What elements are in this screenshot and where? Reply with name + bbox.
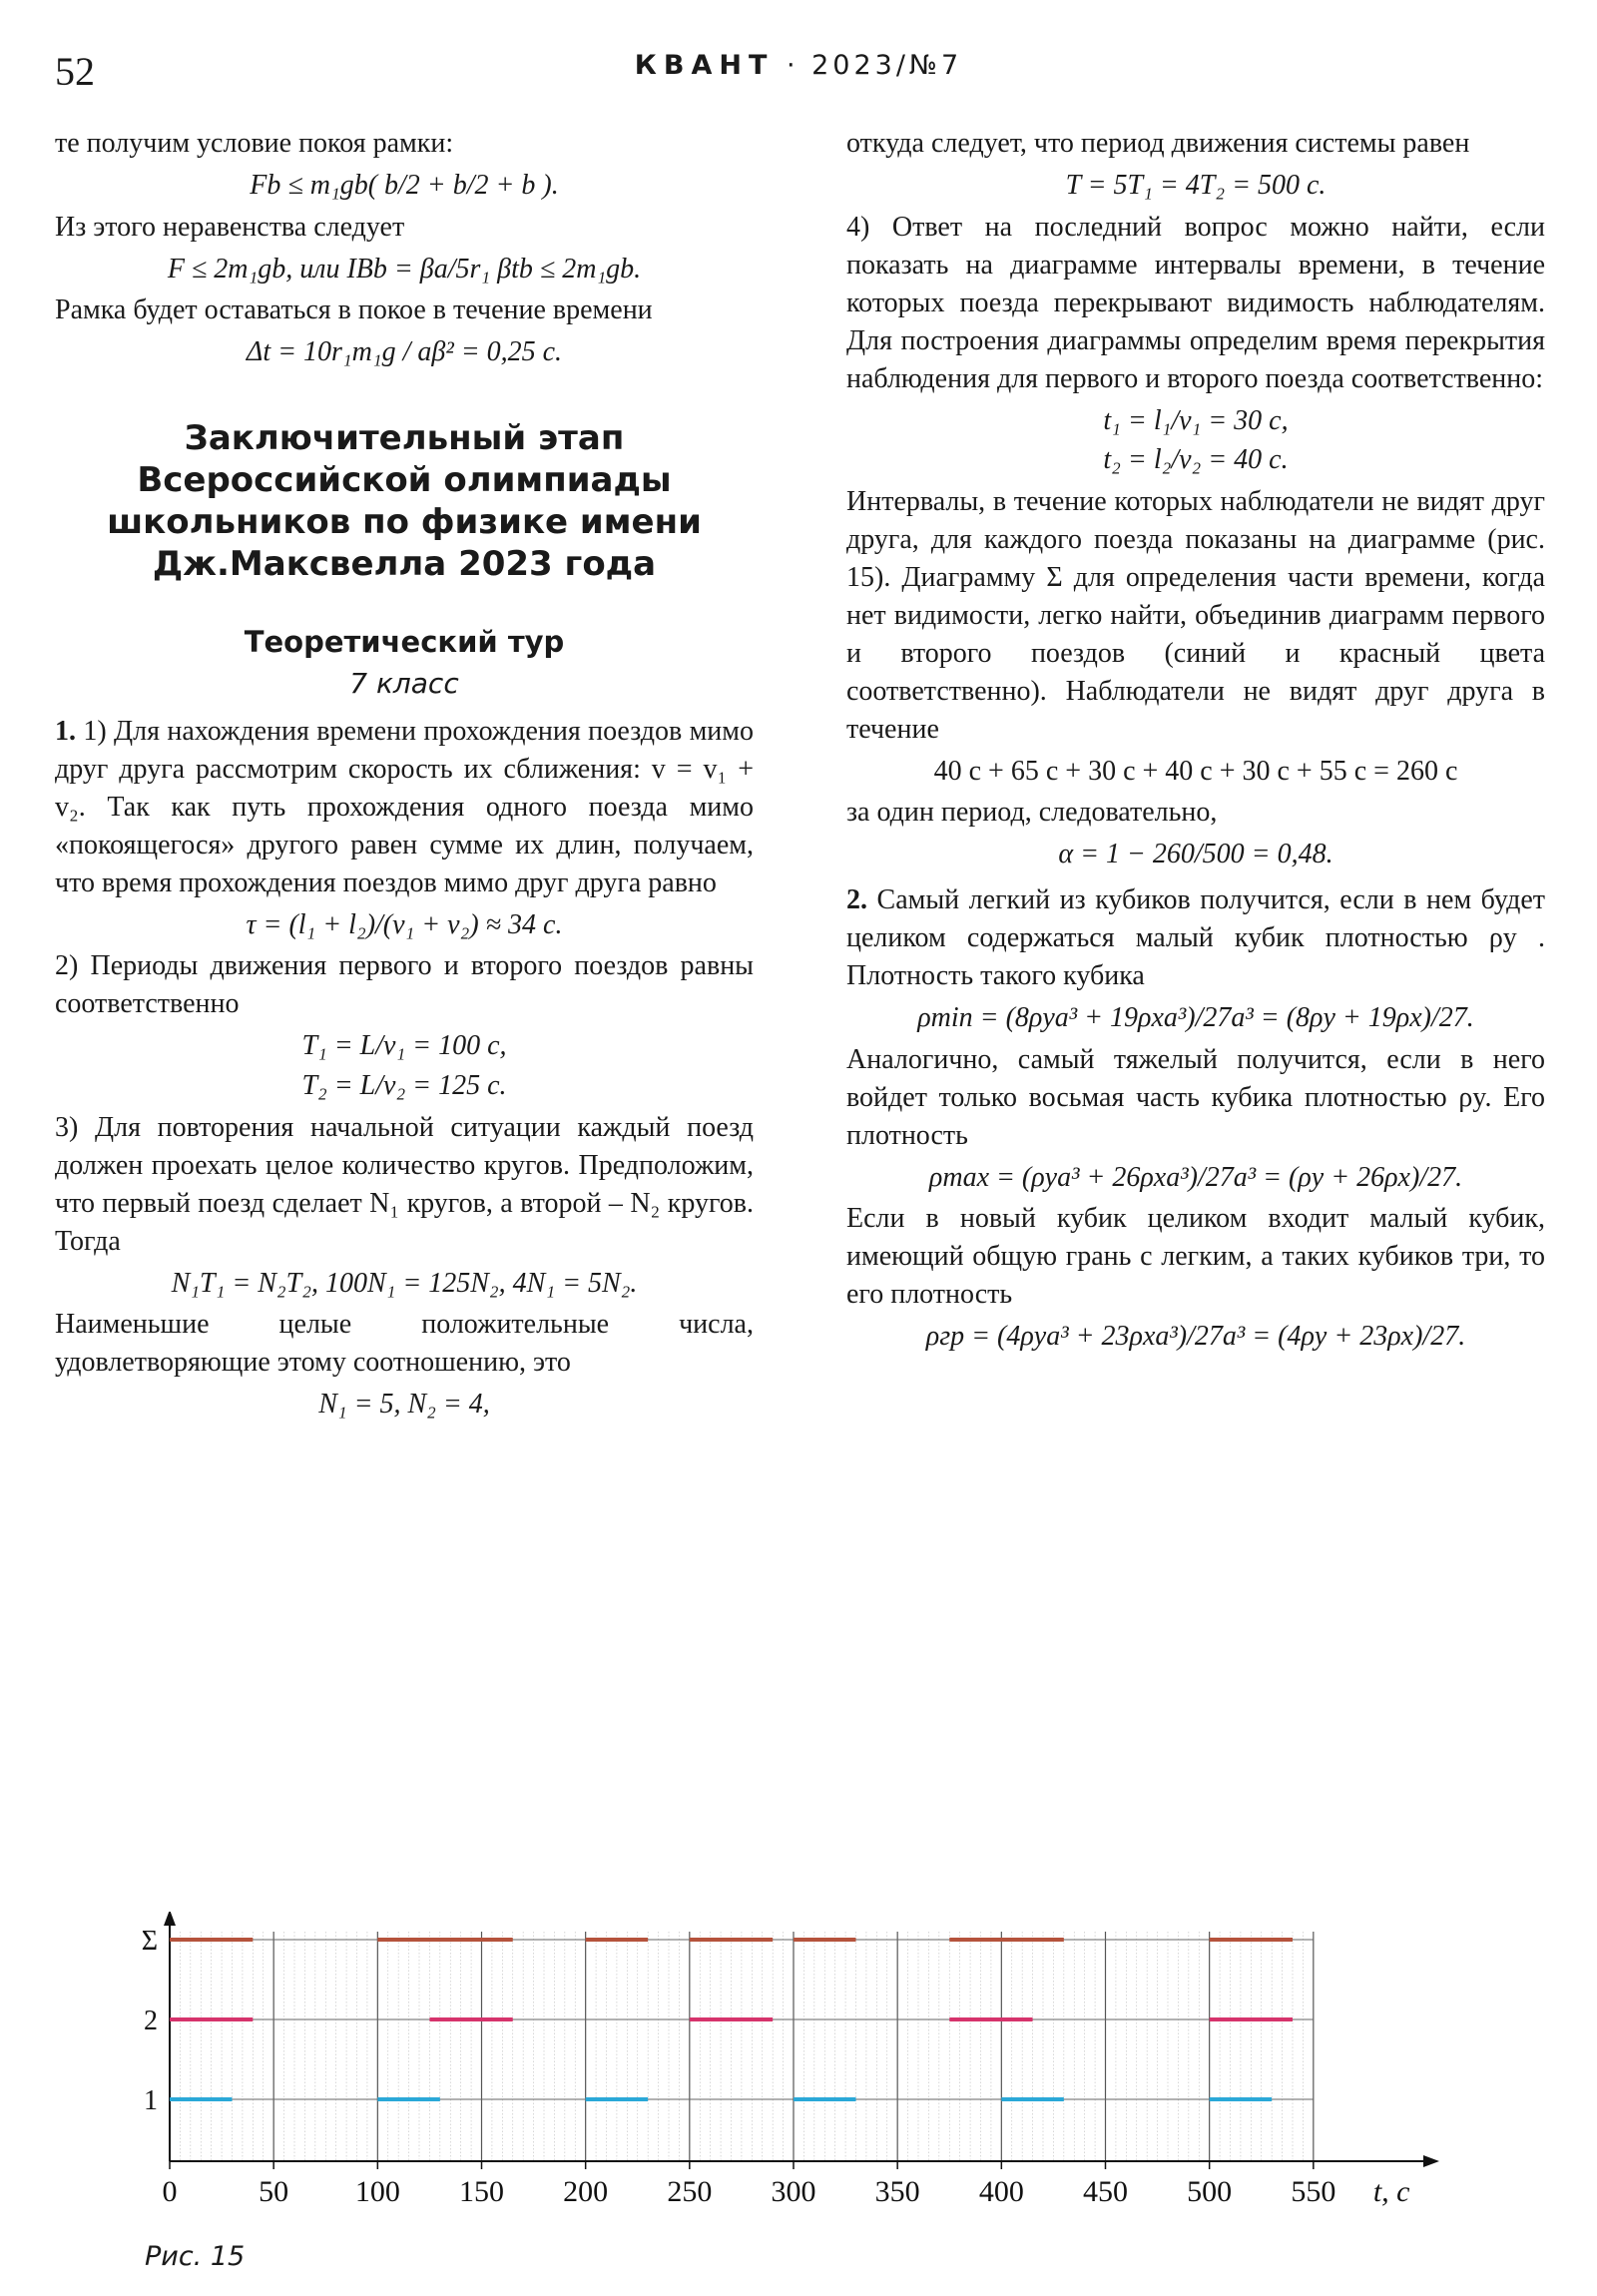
problem-number: 1. (55, 715, 76, 747)
paragraph: Из этого неравенства следует (55, 211, 405, 243)
left-column (55, 125, 754, 1428)
paragraph: откуда следует, что период движения системы равен (846, 128, 1470, 159)
running-head (0, 50, 1597, 81)
x-tick-label: 100 (354, 2175, 400, 2208)
row-label: 1 (144, 2085, 158, 2116)
issue-number: · 2023/№7 (786, 50, 963, 81)
formula-rho-gr: ρгр = (4ρya³ + 23ρxa³)/27a³ = (4ρy + 23ρx)/27. (925, 1321, 1466, 1353)
problem-number: 2. (846, 883, 867, 915)
paragraph: 3) Для повторения начальной ситуации каждый поезд должен проехать целое количество кругов. Предположим, что первый поезд сделает N₁ кругов, а второй – N₂ кругов. Тогда (55, 1111, 754, 1257)
x-tick-label: 50 (259, 2175, 289, 2208)
paragraph: 2) Периоды движения первого и второго поездов равны соответственно (55, 950, 754, 1020)
formula-laps: N₁T₁ = N₂T₂, 100N₁ = 125N₂, 4N₁ = 5N₂. (171, 1267, 638, 1299)
y-axis-arrow (164, 1912, 176, 1926)
x-tick-label: 500 (1187, 2175, 1233, 2208)
x-tick-label: 350 (874, 2175, 920, 2208)
formula-frame-rest: Fb ≤ m₁gb( b/2 + b/2 + b ). (250, 170, 559, 201)
x-axis-arrow (1423, 2155, 1439, 2167)
formula-rho-min: ρmin = (8ρya³ + 19ρxa³)/27a³ = (8ρy + 19ρx)/27. (917, 1001, 1474, 1033)
x-tick-label: 300 (771, 2175, 816, 2208)
round-title: Теоретический тур (244, 624, 565, 659)
x-tick-label: 200 (563, 2175, 609, 2208)
paragraph: Если в новый кубик целиком входит малый кубик, имеющий общую грань с легким, а таких кубиков три, то его плотность (846, 1203, 1545, 1311)
x-tick-label: 450 (1083, 2175, 1128, 2208)
formula-rho-max: ρmax = (ρya³ + 26ρxa³)/27a³ = (ρy + 26ρx)/27. (928, 1161, 1463, 1193)
formula-delta-t: Δt = 10r₁m₁g / aβ² = 0,25 с. (246, 336, 563, 368)
x-tick-label: 250 (667, 2175, 713, 2208)
figure-caption: Рис. 15 (145, 2241, 246, 2272)
right-column (846, 125, 1545, 1360)
formula-force-inequality: F ≤ 2m₁gb, или IBb = βa/5r₁ βtb ≤ 2m₁gb. (167, 253, 642, 285)
x-axis-label: t, с (1372, 2175, 1410, 2208)
formula-n-values: N₁ = 5, N₂ = 4, (318, 1389, 490, 1421)
row-label: Σ (141, 1926, 158, 1957)
paragraph: 2. Самый легкий из кубиков получится, если в нем будет целиком содержаться малый кубик плотностью ρy . Плотность такого кубика (846, 883, 1546, 991)
page-number: 52 (55, 49, 95, 94)
paragraph: Аналогично, самый тяжелый получится, если в него войдет только восьмая часть кубика плотностью ρy. Его плотность (846, 1043, 1545, 1151)
journal-name: КВАНТ (634, 50, 775, 81)
paragraph: те получим условие покоя рамки: (55, 128, 454, 159)
x-tick-label: 150 (459, 2175, 504, 2208)
timeline-diagram (130, 1912, 1447, 2256)
paragraph: за один период, следовательно, (846, 797, 1218, 829)
formula-t2-overlap: t₂ = l₂/v₂ = 40 с. (1103, 444, 1289, 476)
paragraph: Рамка будет оставаться в покое в течение времени (55, 294, 653, 326)
paragraph: Наименьшие целые положительные числа, удовлетворяющие этому соотношению, это (55, 1309, 754, 1379)
formula-tau: τ = (l₁ + l₂)/(v₁ + v₂) ≈ 34 с. (246, 908, 563, 940)
formula-sum: 40 с + 65 с + 30 с + 40 с + 30 с + 55 с = 260 с (933, 755, 1458, 787)
x-tick-label: 550 (1291, 2175, 1336, 2208)
formula-t2-period: T₂ = L/v₂ = 125 с. (301, 1069, 507, 1101)
paragraph: Интервалы, в течение которых наблюдатели не видят друг друга, для каждого поезда показаны на диаграмме (рис. 15). Диаграмму Σ для определения части времени, когда нет видимости, легко найти, объединив диаграмм первого и второго поездов (синий и красный цвета соответственно). Наблюдатели не видят друг друга в течение (846, 485, 1545, 745)
formula-t1-period: T₁ = L/v₁ = 100 с, (301, 1030, 507, 1062)
formula-alpha: α = 1 − 260/500 = 0,48. (1058, 839, 1333, 870)
grade-title: 7 класс (349, 666, 459, 700)
paragraph: 4) Ответ на последний вопрос можно найти, если показать на диаграмме интервалы времени, в течение которых поезда перекрывают видимость наблюдателям. Для построения диаграммы определим время перекрытия наблюдения для первого и второго поезда соответственно: (846, 211, 1545, 394)
formula-t1-overlap: t₁ = l₁/v₁ = 30 с, (1103, 404, 1289, 436)
row-label: 2 (144, 2006, 158, 2036)
x-tick-label: 0 (162, 2175, 178, 2208)
paragraph: 1. 1) Для нахождения времени прохождения поездов мимо друг друга рассмотрим скорость их сближения: v = v₁ + v₂. Так как путь прохождения одного поезда мимо «покоящегося» другого равен сумме их длин, получаем, что время прохождения поездов мимо друг друга равно (55, 715, 754, 898)
article-title: Заключительный этап Всероссийской олимпиады школьников по физике имени Дж.Максвелла 2023 года (107, 417, 702, 584)
formula-system-period: T = 5T₁ = 4T₂ = 500 с. (1065, 170, 1327, 201)
x-tick-label: 400 (978, 2175, 1024, 2208)
